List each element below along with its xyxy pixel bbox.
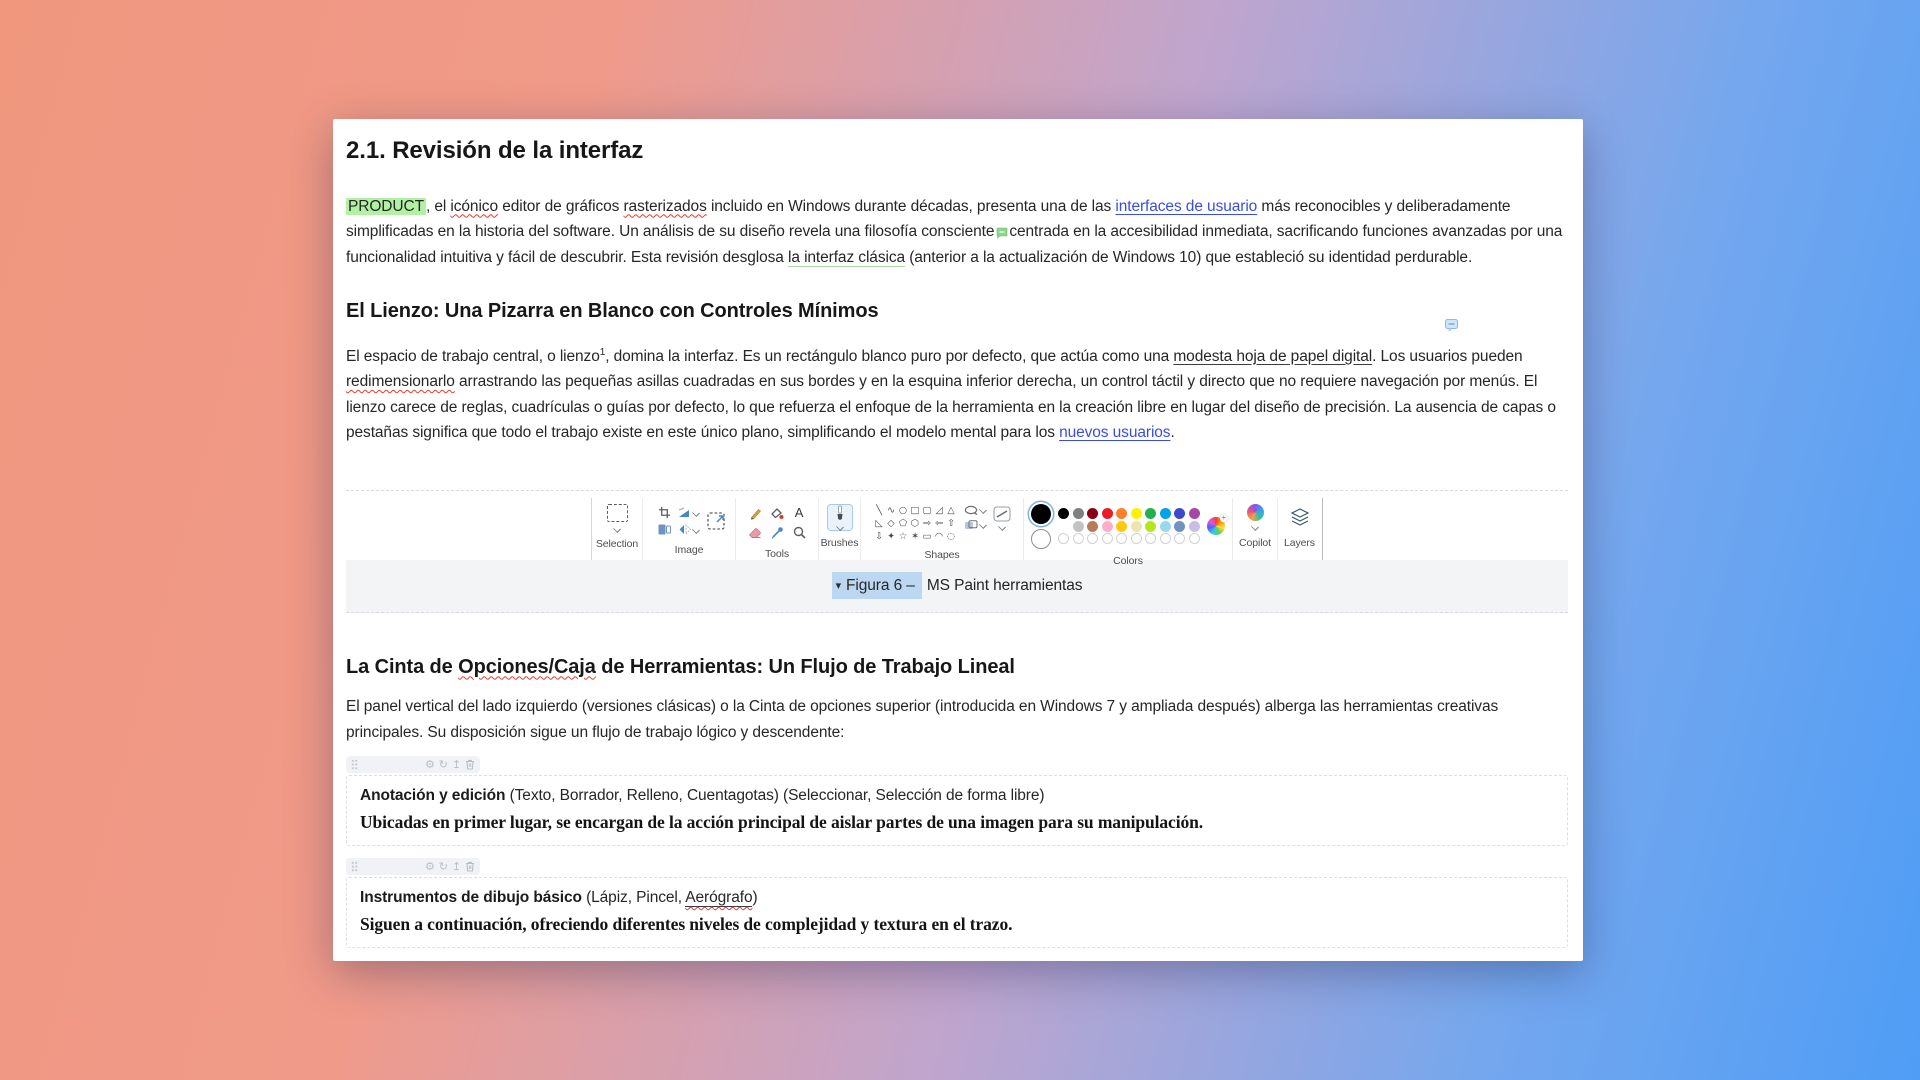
settings-gears-icon[interactable]: ⚙ — [424, 860, 435, 874]
comment-bubble-green-icon[interactable] — [995, 227, 1008, 240]
caption-toggle-icon[interactable]: ▾ — [835, 578, 842, 592]
ribbon-section-shapes — [861, 498, 1024, 560]
paragraph-cinta: El panel vertical del lado izquierdo (versiones clásicas) o la Cinta de opciones superior (introducida en Windows 7 y ampliada después) alberga las herramientas creativas principales. Su disposición sigue un flujo de trabajo lógico y descendente: — [346, 698, 1499, 741]
selection-tool-icon[interactable] — [607, 504, 628, 522]
color-swatch-empty[interactable] — [1116, 533, 1127, 544]
text-tool-icon[interactable]: A — [794, 505, 804, 521]
box-body-text: Siguen a continuación, ofreciendo diferentes niveles de complejidad y textura en el trazo. — [360, 914, 1013, 935]
color-swatch[interactable] — [1174, 521, 1185, 532]
color-swatch-empty[interactable] — [1131, 533, 1142, 544]
copilot-icon[interactable] — [1247, 504, 1264, 521]
ribbon-label: Selection — [595, 537, 639, 550]
color-swatch[interactable] — [1189, 521, 1200, 532]
color-swatch-empty[interactable] — [1073, 533, 1084, 544]
pencil-icon[interactable] — [749, 507, 762, 520]
ribbon-label: Image — [674, 543, 704, 556]
color-swatch[interactable] — [1102, 508, 1113, 519]
box-title-line: Instrumentos de dibujo básico (Lápiz, Pincel, Aerógrafo) — [360, 889, 758, 907]
figure-caption-text: MS Paint herramientas — [926, 576, 1083, 594]
color-swatch[interactable] — [1160, 508, 1171, 519]
color-swatch[interactable] — [1087, 508, 1098, 519]
spellcheck-underlined-word: Aerógrafo — [685, 889, 753, 907]
share-arrow-icon[interactable]: ↥ — [451, 860, 461, 874]
workflow-box-2 — [346, 877, 1568, 948]
drag-handle-icon[interactable] — [351, 759, 358, 770]
comment-bubble-blue-icon[interactable] — [1444, 318, 1459, 332]
layers-icon[interactable] — [1290, 504, 1310, 526]
chevron-down-icon[interactable] — [836, 523, 844, 531]
shape-tool[interactable]: ◇ — [887, 517, 895, 529]
grammar-suggestion-text: la interfaz clásica — [788, 248, 905, 266]
ribbon-label: Tools — [764, 547, 789, 560]
spellcheck-word: Opciones/Caja — [458, 655, 596, 678]
color-swatch-empty[interactable] — [1160, 533, 1171, 544]
shape-tool[interactable]: ☆ — [898, 530, 908, 542]
shape-tool[interactable]: ╲ — [876, 504, 882, 516]
spellcheck-word: icónico — [450, 197, 498, 215]
shape-tool[interactable]: ✶ — [911, 530, 919, 542]
paragraph-lienzo: El espacio de trabajo central, o lienzo$^1$, domina la interfaz. Es un rectángulo blanco puro por defecto, que actúa como una modesta hoja de papel digital. Los usuarios pueden redimensionarlo arrastrando las pequeñas asillas cuadradas en sus bordes y en la esquina inferior derecha, un control táctil y directo que no requiere navegación por menús. El lienzo carece de reglas, cuadrículas o guías por defecto, lo que refuerza el enfoque de la herramienta en la creación libre en lugar del diseño de precisión. La ausencia de capas o pestañas significa que todo el trabajo existe en este único plano, simplificando el modelo mental para los nuevos usuarios. — [346, 340, 1568, 446]
figure-caption-highlight[interactable] — [832, 572, 922, 600]
color-swatch-empty[interactable] — [1174, 533, 1185, 544]
secondary-color-chip[interactable] — [1031, 529, 1051, 549]
shape-tool[interactable]: ◿ — [935, 504, 943, 516]
stroke-width-button[interactable] — [993, 504, 1011, 530]
shape-tool[interactable]: ⇩ — [875, 530, 883, 542]
color-swatch[interactable] — [1145, 508, 1156, 519]
box-title-line: Anotación y edición (Texto, Borrador, Relleno, Cuentagotas) (Seleccionar, Selección de forma libre) — [360, 787, 1045, 805]
ribbon-section-copilot — [1233, 498, 1278, 560]
resize-icon[interactable] — [678, 507, 699, 518]
shape-tool[interactable]: ○ — [898, 504, 908, 516]
ribbon-section-image — [643, 498, 736, 560]
shape-tool[interactable]: ⇦ — [935, 517, 943, 529]
shape-tool[interactable]: ◺ — [875, 517, 883, 529]
document-page — [333, 119, 1583, 961]
shape-tool[interactable]: ∿ — [887, 504, 895, 516]
palette-row-3 — [1058, 533, 1200, 544]
edit-colors-wheel-icon[interactable]: + — [1207, 517, 1225, 535]
color-swatch[interactable] — [1189, 508, 1200, 519]
thumbnails-icon[interactable] — [658, 524, 671, 535]
section-heading-cinta: La Cinta de Opciones/Caja de Herramientas: Un Flujo de Trabajo Lineal — [346, 655, 1015, 678]
spellcheck-word: redimensionarlo — [346, 373, 455, 391]
select-all-icon[interactable] — [706, 511, 726, 531]
shapes-grid — [873, 504, 957, 543]
color-swatch[interactable] — [1131, 508, 1142, 519]
chevron-down-icon[interactable] — [1251, 523, 1259, 531]
page-title: 2.1. Revisión de la interfaz — [346, 137, 644, 164]
eyedropper-icon[interactable] — [771, 526, 784, 539]
magnifier-icon[interactable] — [793, 526, 806, 539]
color-swatch[interactable] — [1058, 521, 1069, 532]
color-swatch[interactable] — [1087, 521, 1098, 532]
link-interfaces-de-usuario[interactable]: interfaces de usuario — [1115, 197, 1258, 215]
shape-tool[interactable]: ⇨ — [923, 517, 931, 529]
history-icon[interactable]: ↻ — [438, 860, 448, 874]
shape-fill-button[interactable] — [964, 520, 986, 530]
mspaint-ribbon-image — [591, 498, 1323, 567]
link-nuevos-usuarios[interactable]: nuevos usuarios — [1059, 424, 1171, 442]
shape-tool[interactable]: ⬡ — [910, 517, 920, 529]
share-arrow-icon[interactable]: ↥ — [451, 758, 461, 772]
ribbon-section-colors — [1024, 498, 1233, 567]
crop-icon[interactable] — [658, 506, 671, 519]
ribbon-label: Shapes — [924, 548, 960, 561]
spellcheck-word: rasterizados — [623, 197, 707, 215]
shape-tool[interactable]: ⇧ — [947, 517, 955, 529]
eraser-icon[interactable] — [748, 527, 762, 538]
shape-tool[interactable]: ▭ — [922, 530, 932, 542]
paragraph-intro: PRODUCT , el icónico editor de gráficos rasterizados incluido en Windows durante décadas, presenta una de las interfaces de usuario más reconocibles y deliberadamente simplificadas en la historia del software. Un análisis de su diseño revela una filosofía consciente centrada en la accesibilidad inmediata, sacrificando funciones avanzadas por una funcionalidad intuitiva y fácil de descubrir. Esta revisión desglosa la interfaz clásica (anterior a la actualización de Windows 10) que estableció su identidad perdurable. — [346, 197, 1563, 266]
ribbon-label: Brushes — [820, 537, 859, 550]
ribbon-label: Colors — [1113, 554, 1143, 567]
history-icon[interactable]: ↻ — [438, 758, 448, 772]
primary-color-chip[interactable] — [1031, 504, 1051, 524]
color-swatch[interactable] — [1131, 521, 1142, 532]
shape-tool[interactable]: □ — [910, 504, 920, 516]
palette-row-2 — [1058, 521, 1200, 532]
color-swatch[interactable] — [1073, 521, 1084, 532]
block-toolbar — [346, 858, 480, 875]
color-swatch[interactable] — [1174, 508, 1185, 519]
delete-icon[interactable] — [465, 759, 475, 770]
color-swatch[interactable] — [1160, 521, 1171, 532]
color-swatch-empty[interactable] — [1189, 533, 1200, 544]
commented-underlined-text: modesta hoja de papel digital — [1173, 347, 1373, 365]
brushes-button[interactable] — [827, 504, 853, 532]
settings-gears-icon[interactable]: ⚙ — [424, 758, 435, 772]
ink-fill-icon[interactable] — [770, 507, 784, 520]
drag-handle-icon[interactable] — [351, 861, 358, 872]
color-swatch-empty[interactable] — [1058, 533, 1069, 544]
shape-tool[interactable]: ◠ — [934, 530, 944, 542]
ribbon-section-brushes — [819, 498, 861, 560]
color-swatch[interactable] — [1145, 521, 1156, 532]
color-swatch[interactable] — [1058, 508, 1069, 519]
color-swatch-empty[interactable] — [1145, 533, 1156, 544]
color-swatch-empty[interactable] — [1087, 533, 1098, 544]
highlighted-product-text: PRODUCT — [348, 197, 424, 215]
color-swatch[interactable] — [1116, 521, 1127, 532]
ribbon-section-layers — [1278, 498, 1321, 560]
color-swatch[interactable] — [1102, 521, 1113, 532]
palette-row-1 — [1058, 508, 1200, 519]
flip-icon[interactable] — [679, 524, 699, 535]
shape-outline-button[interactable] — [964, 505, 986, 515]
shape-tool[interactable]: ▢ — [922, 504, 932, 516]
brush-icon — [835, 505, 845, 521]
ribbon-section-selection — [592, 498, 643, 560]
box-body-text: Ubicadas en primer lugar, se encargan de la acción principal de aislar partes de una imagen para su manipulación. — [360, 812, 1204, 833]
block-toolbar — [346, 756, 480, 773]
ribbon-label: Layers — [1284, 537, 1315, 550]
ribbon-label: Copilot — [1239, 537, 1271, 550]
delete-icon[interactable] — [465, 861, 475, 872]
shape-tool[interactable]: ✦ — [887, 530, 895, 542]
color-swatch[interactable] — [1116, 508, 1127, 519]
shape-tool[interactable]: ⬠ — [898, 517, 908, 529]
figure-caption-label: Figura 6 – — [846, 576, 915, 594]
figure-block — [346, 490, 1568, 567]
color-swatch[interactable] — [1073, 508, 1084, 519]
ribbon-section-tools — [736, 498, 819, 560]
workflow-box-1 — [346, 775, 1568, 846]
color-swatch-empty[interactable] — [1102, 533, 1113, 544]
shape-tool[interactable]: ◌ — [946, 530, 956, 542]
section-heading-lienzo: El Lienzo: Una Pizarra en Blanco con Controles Mínimos — [346, 300, 879, 322]
shape-tool[interactable]: △ — [947, 504, 955, 516]
footnote-marker: 1 — [599, 346, 606, 358]
